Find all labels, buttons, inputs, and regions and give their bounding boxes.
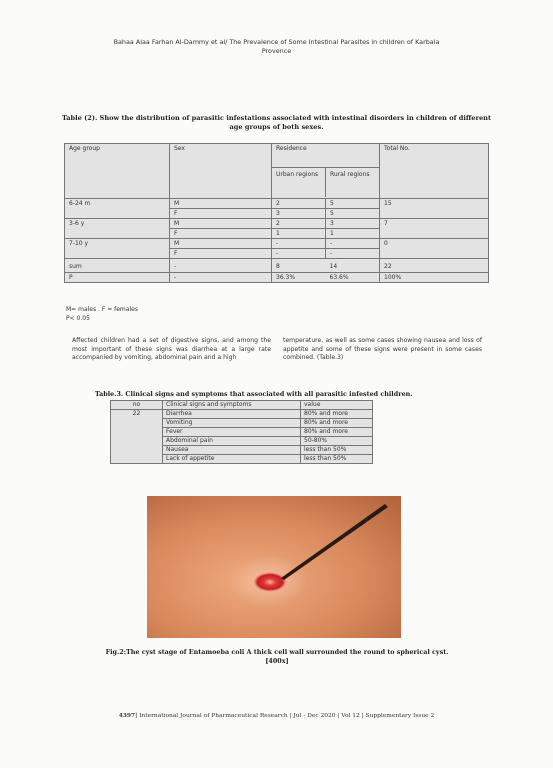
cell-rural: 5 [325,199,379,208]
table-2-legend: M= males . F = females [66,306,138,313]
table-row [65,219,489,229]
cell-sum-rural: 14 [329,263,338,270]
cell-residence [272,199,380,209]
cell-rural: 1 [325,229,379,238]
cell-residence [272,239,380,249]
cell-urban: - [276,240,279,247]
table-2 [64,143,489,283]
col-urban: Urban regions [272,167,325,197]
journal-info: International Journal of Pharmaceutical Research | Jul - Dec 2020 | Vol 12 | Supplementary Issue 2 [137,713,435,719]
table-row [111,410,373,419]
cell-rural: - [325,239,379,248]
cell-residence [272,219,380,229]
cell-sign: Nausea [163,446,301,455]
cell-sum-residence [272,259,380,273]
cell-value: 80% and more [301,428,373,437]
cell-urban: 1 [276,230,280,237]
figure-caption [62,648,492,666]
header-line-2: Provence [261,47,292,55]
cell-age: 7-10 y [65,239,170,259]
col-rural: Rural regions [325,167,379,197]
figure-caption-line-2: [400x] [265,657,289,665]
cell-sex: M [170,239,272,249]
col-residence-label: Residence [276,145,307,152]
cell-value: 50-80% [301,437,373,446]
table-row [65,239,489,249]
table-2-title: Table (2). Show the distribution of parasitic infestations associated with intestinal disorders in children of different age groups of both sexes. [61,114,492,131]
table-row-sum [65,259,489,273]
col-signs: Clinical signs and symptoms [163,401,301,410]
page-footer [56,712,497,719]
cell-rural: 3 [325,219,379,228]
table-2-pvalue: P< 0.05 [66,315,90,322]
cell-urban: - [276,250,279,257]
cyst-micrograph-image [147,496,401,638]
cell-sex: M [170,219,272,229]
cell-value: 80% and more [301,410,373,419]
col-value: value [301,401,373,410]
col-no: no [111,401,163,410]
cell-rural: - [325,249,379,258]
header-line-1: Bahaa Alaa Farhan Al-Dammy et al/ The Prevalence of Some Intestinal Parasites in children of Karbala [113,38,440,46]
cell-pct-rural: 63.6% [329,274,349,281]
cell-sign: Fever [163,428,301,437]
cell-sum-total: 22 [380,259,489,273]
cell-total: 0 [380,239,489,259]
table-row-percent [65,273,489,283]
cell-sex: M [170,199,272,209]
cell-sum-sex: - [170,259,272,273]
cyst-shape [253,572,287,592]
cell-pct-urban: 36.3% [276,274,296,281]
cell-sex: F [170,229,272,239]
cell-pct-label: P [65,273,170,283]
cell-no: 22 [111,410,163,464]
cell-sign: Lack of appetite [163,455,301,464]
cell-total: 7 [380,219,489,239]
cell-sum-label: sum [65,259,170,273]
col-sex: Sex [170,144,272,199]
cell-pct-residence [272,273,380,283]
table-row [65,199,489,209]
cell-age: 3-6 y [65,219,170,239]
cell-urban: 2 [276,220,280,227]
cell-value: less than 50% [301,455,373,464]
running-header [40,38,513,56]
table-3 [110,400,373,464]
cell-sign: Diarrhea [163,410,301,419]
col-age-group: Age group [65,144,170,199]
microscope-figure [147,496,401,638]
table-3-title: Table.3. Clinical signs and symptoms that associated with all parasitic infested children. [95,390,413,398]
col-residence [272,144,380,199]
col-total: Total No. [380,144,489,199]
cell-sex: F [170,209,272,219]
cell-residence [272,229,380,239]
cell-sign: Abdominal pain [163,437,301,446]
cell-age: 6-24 m [65,199,170,219]
cell-sum-urban: 8 [276,263,280,270]
figure-caption-line-1: Fig.2:The cyst stage of Entamoeba coli A thick cell wall surrounded the round to spherical cyst. [105,648,449,656]
body-column-left: Affected children had a set of digestive signs, and among the most important of these signs was diarrhea at a large rate accompanied by vomiting, abdominal pain and a high [72,337,271,362]
cell-value: less than 50% [301,446,373,455]
body-column-right: temperature, as well as some cases showing nausea and loss of appetite and some of these signs were present in some cases combined. (Table.3) [283,337,482,362]
cell-sign: Vomiting [163,419,301,428]
page-number: 4397| [118,712,138,719]
cell-rural: 5 [325,209,379,218]
cell-total: 15 [380,199,489,219]
cell-sex: F [170,249,272,259]
cell-urban: 2 [276,200,280,207]
cell-pct-sex: - [170,273,272,283]
cell-residence [272,209,380,219]
cell-pct-total: 100% [380,273,489,283]
cell-urban: 3 [276,210,280,217]
cell-residence [272,249,380,259]
body-text [72,337,482,363]
cell-value: 80% and more [301,419,373,428]
